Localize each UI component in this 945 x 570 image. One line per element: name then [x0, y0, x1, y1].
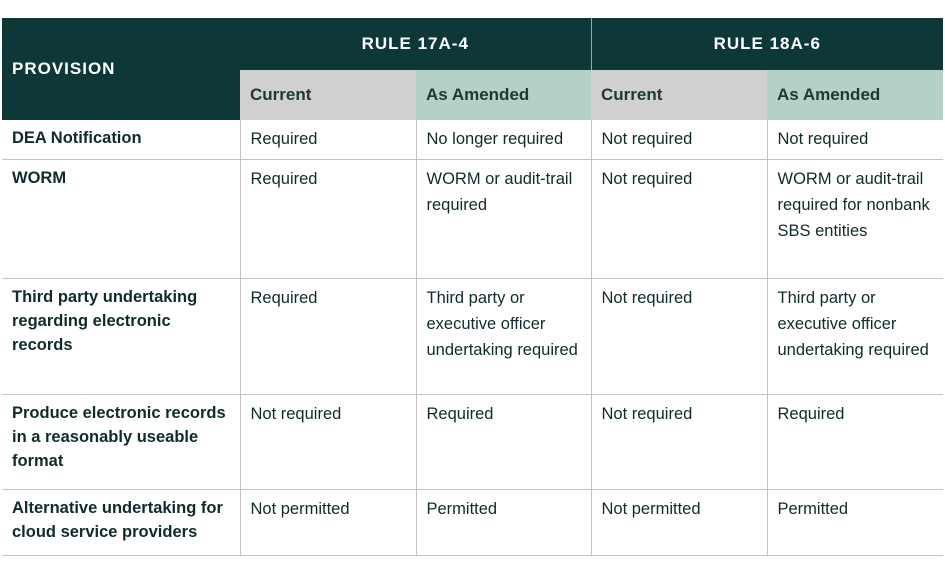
table-cell: Required	[240, 120, 416, 160]
table-cell: Permitted	[416, 490, 591, 556]
subheader-as-amended: As Amended	[767, 70, 943, 120]
provision-cell: Alternative undertaking for cloud service providers	[2, 490, 240, 556]
table-cell: WORM or audit-trail required	[416, 160, 591, 279]
table-cell: Third party or executive officer undertaking required	[767, 279, 943, 395]
provision-cell: DEA Notification	[2, 120, 240, 160]
table-cell: Required	[767, 395, 943, 490]
table-cell: Not required	[767, 120, 943, 160]
rule-17a4-header: RULE 17A-4	[240, 18, 591, 70]
comparison-table	[2, 18, 943, 556]
table-cell: Third party or executive officer undertaking required	[416, 279, 591, 395]
table-row	[2, 490, 943, 556]
table-cell: Not required	[591, 160, 767, 279]
table-row	[2, 160, 943, 279]
table-cell: WORM or audit-trail required for nonbank SBS entities	[767, 160, 943, 279]
subheader-as-amended: As Amended	[416, 70, 591, 120]
provision-cell: WORM	[2, 160, 240, 279]
subheader-current: Current	[240, 70, 416, 120]
table-cell: Not required	[591, 279, 767, 395]
table-cell: Not required	[591, 120, 767, 160]
rule-18a6-header: RULE 18A-6	[591, 18, 943, 70]
provision-cell: Third party undertaking regarding electronic records	[2, 279, 240, 395]
table-row	[2, 120, 943, 160]
table-cell: Required	[416, 395, 591, 490]
table-cell: Required	[240, 279, 416, 395]
table-cell: Permitted	[767, 490, 943, 556]
table-cell: Not required	[591, 395, 767, 490]
table-cell: No longer required	[416, 120, 591, 160]
table-row	[2, 395, 943, 490]
table-row	[2, 279, 943, 395]
table-cell: Not permitted	[591, 490, 767, 556]
provision-header: PROVISION	[2, 18, 240, 120]
table-cell: Required	[240, 160, 416, 279]
subheader-current: Current	[591, 70, 767, 120]
table-cell: Not required	[240, 395, 416, 490]
provision-cell: Produce electronic records in a reasonably useable format	[2, 395, 240, 490]
table-cell: Not permitted	[240, 490, 416, 556]
